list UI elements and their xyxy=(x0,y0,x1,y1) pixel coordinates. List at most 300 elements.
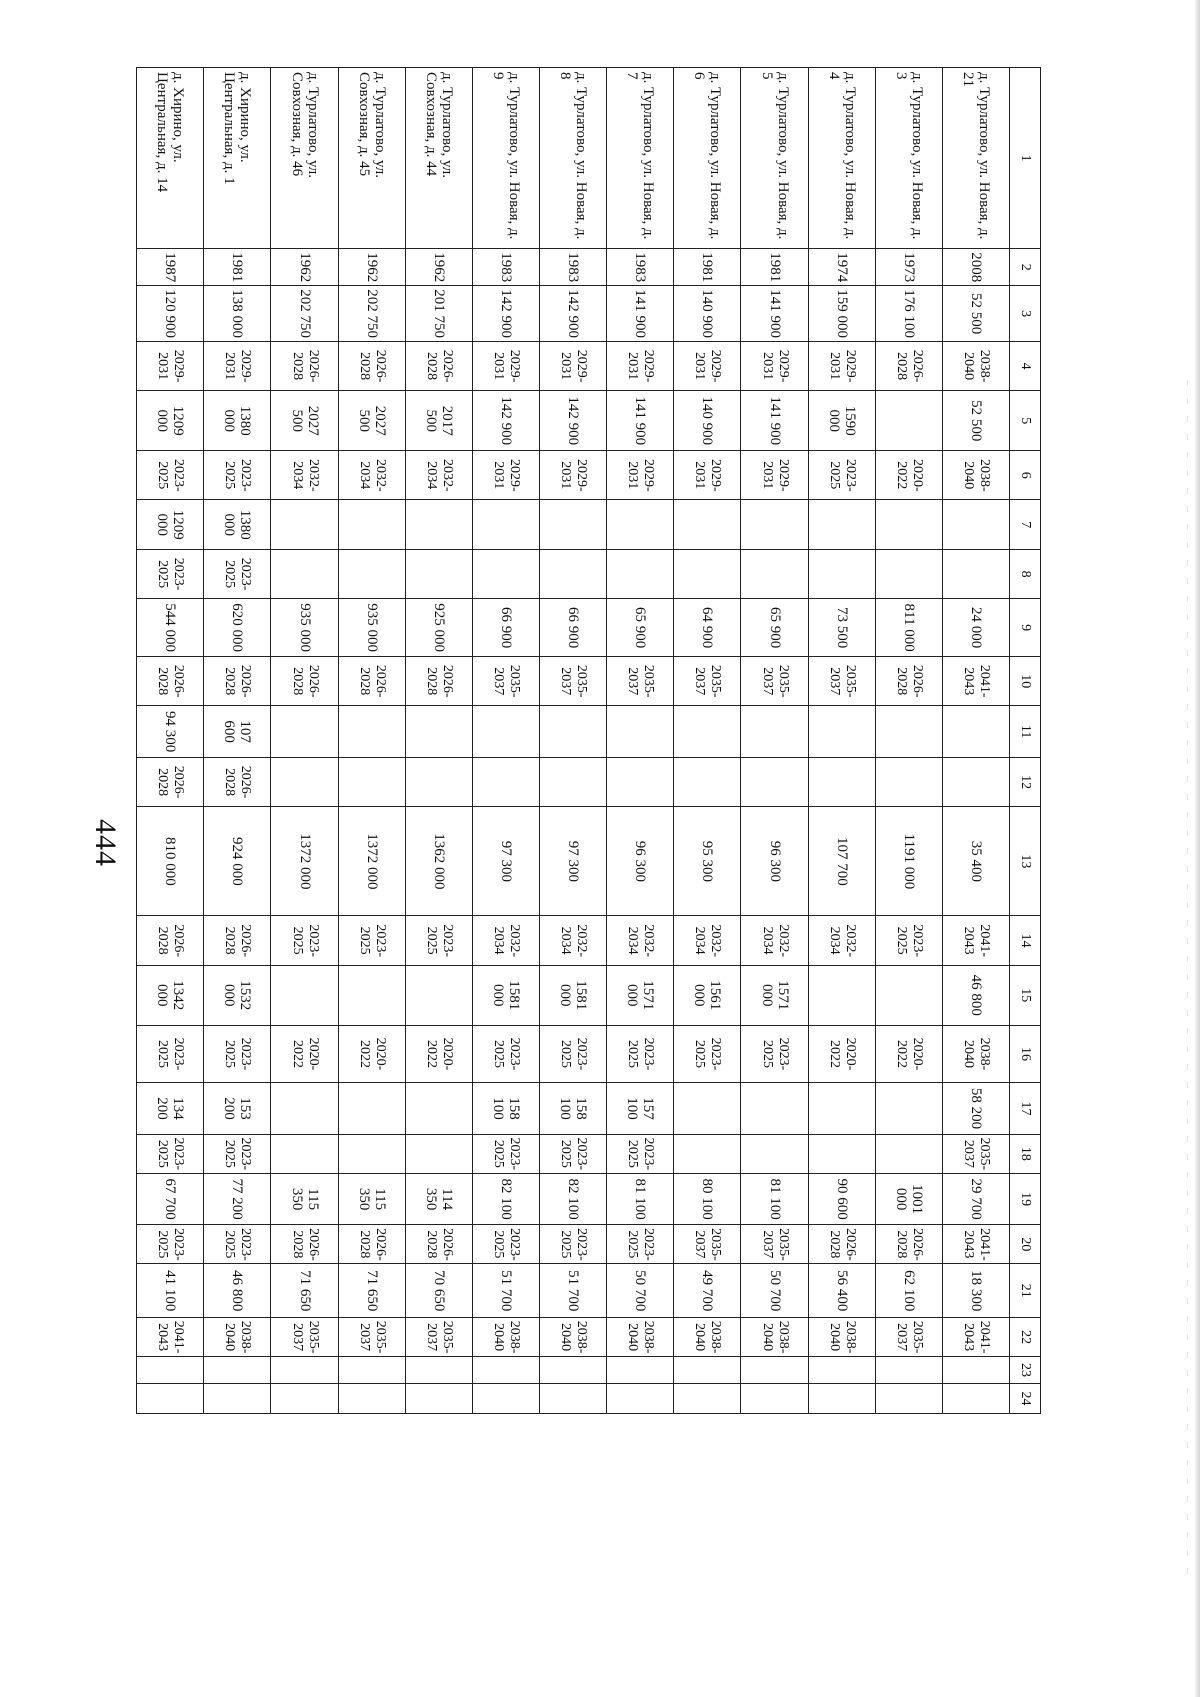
table-cell: 620 000 xyxy=(204,599,271,657)
table-cell: 2029-2031 xyxy=(674,451,741,500)
table-cell: 1983 xyxy=(472,249,539,286)
table-cell: 2017 500 xyxy=(405,391,472,451)
table-cell: 141 900 xyxy=(741,391,808,451)
address-cell: д. Турлатово, ул. Новая, д. 7 xyxy=(607,68,674,249)
table-cell xyxy=(338,757,405,806)
table-cell: 2035-2037 xyxy=(808,656,875,705)
address-cell: д. Турлатово, ул. Новая, д. 3 xyxy=(875,68,942,249)
column-number-6: 6 xyxy=(1010,451,1041,500)
table-cell: 1372 000 xyxy=(338,807,405,916)
scan-edge xyxy=(1195,0,1200,1697)
table-cell: 2023-2025 xyxy=(204,1134,271,1173)
table-row xyxy=(472,68,539,1414)
column-number-11: 11 xyxy=(1010,706,1041,757)
table-cell xyxy=(338,1134,405,1173)
table-cell: 1962 xyxy=(405,249,472,286)
table-cell: 115 350 xyxy=(338,1173,405,1224)
table-cell: 2026-2028 xyxy=(808,1225,875,1264)
table-cell: 2023-2025 xyxy=(875,916,942,965)
table-cell xyxy=(405,1134,472,1173)
table-cell: 2035-2037 xyxy=(271,1318,338,1357)
table-cell: 2026-2028 xyxy=(338,341,405,390)
table-cell xyxy=(674,1083,741,1134)
table-row xyxy=(875,68,942,1414)
table-cell xyxy=(271,757,338,806)
table-cell xyxy=(607,1357,674,1384)
table-cell: 544 000 xyxy=(137,599,204,657)
table-cell xyxy=(607,1383,674,1413)
table-cell xyxy=(271,1083,338,1134)
table-cell xyxy=(338,1357,405,1384)
table-cell: 77 200 xyxy=(204,1173,271,1224)
column-number-22: 22 xyxy=(1010,1318,1041,1357)
table-cell xyxy=(875,757,942,806)
column-number-24: 24 xyxy=(1010,1383,1041,1413)
table-cell xyxy=(472,1383,539,1413)
table-cell: 2029-2031 xyxy=(137,341,204,390)
table-cell xyxy=(607,706,674,757)
table-cell: 2041-2043 xyxy=(942,656,1009,705)
address-cell: д. Турлатово, ул. Новая, д. 5 xyxy=(741,68,808,249)
table-cell xyxy=(808,1357,875,1384)
table-cell xyxy=(338,1383,405,1413)
table-cell xyxy=(405,965,472,1025)
table-cell: 935 000 xyxy=(271,599,338,657)
table-cell xyxy=(942,1383,1009,1413)
table-cell: 2023-2025 xyxy=(137,1134,204,1173)
table-cell: 2029-2031 xyxy=(540,341,607,390)
table-cell xyxy=(808,500,875,549)
table-body xyxy=(137,68,1010,1414)
table-cell: 65 900 xyxy=(607,599,674,657)
table-cell: 2038-2040 xyxy=(472,1318,539,1357)
table-cell: 141 900 xyxy=(607,286,674,342)
table-cell: 202 750 xyxy=(338,286,405,342)
table-cell: 1581 000 xyxy=(540,965,607,1025)
table-cell: 2035-2037 xyxy=(741,656,808,705)
table-cell: 114 350 xyxy=(405,1173,472,1224)
table-cell: 2023-2025 xyxy=(204,1025,271,1083)
table-cell xyxy=(741,500,808,549)
table-cell xyxy=(472,549,539,598)
table-cell: 1981 xyxy=(204,249,271,286)
table-cell: 2041-2043 xyxy=(942,1225,1009,1264)
table-cell xyxy=(875,1083,942,1134)
table-cell: 2038-2040 xyxy=(942,1025,1009,1083)
table-cell: 2026-2028 xyxy=(204,757,271,806)
table-cell: 2032-2034 xyxy=(540,916,607,965)
table-cell: 2038-2040 xyxy=(741,1318,808,1357)
column-number-12: 12 xyxy=(1010,757,1041,806)
table-cell: 157 100 xyxy=(607,1083,674,1134)
table-row xyxy=(942,68,1009,1414)
table-cell: 73 500 xyxy=(808,599,875,657)
table-cell: 2026-2028 xyxy=(204,916,271,965)
table-cell: 2023-2025 xyxy=(607,1134,674,1173)
table-cell xyxy=(472,500,539,549)
table-cell xyxy=(875,1383,942,1413)
address-cell: д. Турлатово, ул. Новая, д. 8 xyxy=(540,68,607,249)
table-cell xyxy=(875,549,942,598)
table-cell: 935 000 xyxy=(338,599,405,657)
table-cell: 1209 000 xyxy=(137,391,204,451)
table-cell xyxy=(540,549,607,598)
table-cell xyxy=(271,965,338,1025)
table-cell xyxy=(942,706,1009,757)
table-cell: 2041-2043 xyxy=(942,1318,1009,1357)
table-cell: 1561 000 xyxy=(674,965,741,1025)
table-cell xyxy=(942,549,1009,598)
table-cell: 2035-2037 xyxy=(472,656,539,705)
table-cell xyxy=(204,1357,271,1384)
table-cell: 1372 000 xyxy=(271,807,338,916)
table-row xyxy=(607,68,674,1414)
table-cell: 202 750 xyxy=(271,286,338,342)
table-cell: 2023-2025 xyxy=(607,1025,674,1083)
table-cell xyxy=(741,757,808,806)
column-number-7: 7 xyxy=(1010,500,1041,549)
table-cell: 2023-2025 xyxy=(137,1225,204,1264)
table-cell: 51 700 xyxy=(472,1264,539,1318)
table-cell xyxy=(875,1134,942,1173)
table-cell xyxy=(942,500,1009,549)
column-number-3: 3 xyxy=(1010,286,1041,342)
table-cell: 2029-2031 xyxy=(741,451,808,500)
table-cell xyxy=(808,1134,875,1173)
table-cell: 2008 xyxy=(942,249,1009,286)
table-cell: 67 700 xyxy=(137,1173,204,1224)
table-cell xyxy=(472,757,539,806)
table-cell xyxy=(875,706,942,757)
table-cell xyxy=(271,706,338,757)
table-cell: 2020-2022 xyxy=(271,1025,338,1083)
table-cell: 2035-2037 xyxy=(942,1134,1009,1173)
table-cell xyxy=(405,549,472,598)
table-cell: 2029-2031 xyxy=(204,341,271,390)
table-row xyxy=(741,68,808,1414)
column-number-23: 23 xyxy=(1010,1357,1041,1384)
column-number-row xyxy=(1010,68,1041,1414)
table-cell: 2027 500 xyxy=(271,391,338,451)
table-cell xyxy=(674,1357,741,1384)
table-cell xyxy=(741,549,808,598)
table-cell: 134 200 xyxy=(137,1083,204,1134)
table-cell: 56 400 xyxy=(808,1264,875,1318)
table-cell xyxy=(875,391,942,451)
table-cell: 1342 000 xyxy=(137,965,204,1025)
table-cell xyxy=(338,500,405,549)
address-cell: д. Турлатово, ул. Совхозная, д. 46 xyxy=(271,68,338,249)
table-cell: 1983 xyxy=(540,249,607,286)
table-cell: 52 500 xyxy=(942,286,1009,342)
table-cell: 66 900 xyxy=(472,599,539,657)
table-cell xyxy=(405,1383,472,1413)
table-cell: 1380 000 xyxy=(204,391,271,451)
table-cell: 2023-2025 xyxy=(137,549,204,598)
address-cell: д. Турлатово, ул. Новая, д. 9 xyxy=(472,68,539,249)
table-cell xyxy=(741,1383,808,1413)
table-cell: 201 750 xyxy=(405,286,472,342)
table-cell: 2035-2037 xyxy=(875,1318,942,1357)
table-cell: 2026-2028 xyxy=(204,656,271,705)
table-cell: 95 300 xyxy=(674,807,741,916)
table-cell xyxy=(204,1383,271,1413)
column-number-1: 1 xyxy=(1010,68,1041,249)
table-cell: 2032-2034 xyxy=(271,451,338,500)
table-cell: 810 000 xyxy=(137,807,204,916)
table-cell xyxy=(338,1083,405,1134)
address-cell: д. Турлатово, ул. Новая, д. 6 xyxy=(674,68,741,249)
table-cell: 81 100 xyxy=(741,1173,808,1224)
table-cell: 142 900 xyxy=(472,391,539,451)
table-cell: 2020-2022 xyxy=(875,1025,942,1083)
column-number-5: 5 xyxy=(1010,391,1041,451)
table-row xyxy=(137,68,204,1414)
table-cell: 2029-2031 xyxy=(607,341,674,390)
table-cell: 2020-2022 xyxy=(338,1025,405,1083)
table-cell: 50 700 xyxy=(607,1264,674,1318)
table-cell: 2026-2028 xyxy=(137,757,204,806)
table-cell: 50 700 xyxy=(741,1264,808,1318)
table-cell: 58 200 xyxy=(942,1083,1009,1134)
table-cell: 2038-2040 xyxy=(204,1318,271,1357)
table-cell xyxy=(741,1134,808,1173)
table-cell: 51 700 xyxy=(540,1264,607,1318)
table-cell: 1983 xyxy=(607,249,674,286)
table-cell xyxy=(137,1357,204,1384)
table-cell: 2026-2028 xyxy=(875,341,942,390)
address-cell: д. Турлатово, ул. Новая, д. 21 xyxy=(942,68,1009,249)
table-cell: 49 700 xyxy=(674,1264,741,1318)
table-cell: 80 100 xyxy=(674,1173,741,1224)
table-cell xyxy=(338,706,405,757)
table-cell: 2023-2025 xyxy=(741,1025,808,1083)
table-cell: 107 700 xyxy=(808,807,875,916)
table-cell: 2020-2022 xyxy=(405,1025,472,1083)
table-cell: 97 300 xyxy=(540,807,607,916)
table-cell: 2029-2031 xyxy=(472,451,539,500)
table-cell: 1974 xyxy=(808,249,875,286)
column-number-18: 18 xyxy=(1010,1134,1041,1173)
table-cell: 140 900 xyxy=(674,391,741,451)
table-cell: 2029-2031 xyxy=(808,341,875,390)
table-cell: 2023-2025 xyxy=(137,1025,204,1083)
table-cell: 1962 xyxy=(271,249,338,286)
table-cell: 2035-2037 xyxy=(607,656,674,705)
table-cell: 1962 xyxy=(338,249,405,286)
table-cell xyxy=(271,500,338,549)
table-cell: 176 100 xyxy=(875,286,942,342)
table-cell: 2023-2025 xyxy=(472,1025,539,1083)
table-cell: 82 100 xyxy=(472,1173,539,1224)
table-cell: 138 000 xyxy=(204,286,271,342)
table-cell: 1987 xyxy=(137,249,204,286)
table-cell: 2023-2025 xyxy=(540,1225,607,1264)
table-cell xyxy=(875,965,942,1025)
column-number-9: 9 xyxy=(1010,599,1041,657)
table-cell: 2026-2028 xyxy=(137,656,204,705)
table-cell: 2023-2025 xyxy=(540,1134,607,1173)
table-cell xyxy=(808,706,875,757)
table-cell: 97 300 xyxy=(472,807,539,916)
table-cell xyxy=(271,1383,338,1413)
table-cell: 2023-2025 xyxy=(472,1225,539,1264)
table-cell: 140 900 xyxy=(674,286,741,342)
table-cell: 1571 000 xyxy=(741,965,808,1025)
table-cell: 1571 000 xyxy=(607,965,674,1025)
table-cell: 2020-2022 xyxy=(875,451,942,500)
table-cell: 2038-2040 xyxy=(540,1318,607,1357)
table-cell: 1191 000 xyxy=(875,807,942,916)
table-cell: 142 900 xyxy=(472,286,539,342)
column-number-10: 10 xyxy=(1010,656,1041,705)
address-cell: д. Турлатово, ул. Новая, д. 4 xyxy=(808,68,875,249)
table-cell xyxy=(271,549,338,598)
table-cell: 2029-2031 xyxy=(607,451,674,500)
table-cell: 2035-2037 xyxy=(674,656,741,705)
table-cell: 71 650 xyxy=(271,1264,338,1318)
table-cell xyxy=(674,1383,741,1413)
table-container xyxy=(136,67,1041,1414)
table-cell: 2032-2034 xyxy=(808,916,875,965)
table-cell: 2035-2037 xyxy=(540,656,607,705)
table-cell: 2026-2028 xyxy=(405,656,472,705)
table-cell xyxy=(405,500,472,549)
table-cell: 29 700 xyxy=(942,1173,1009,1224)
column-number-16: 16 xyxy=(1010,1025,1041,1083)
table-cell xyxy=(271,1357,338,1384)
rotated-table-frame xyxy=(136,67,1041,1414)
table-cell xyxy=(674,1134,741,1173)
table-cell xyxy=(875,500,942,549)
table-cell: 120 900 xyxy=(137,286,204,342)
table-cell: 24 000 xyxy=(942,599,1009,657)
table-cell xyxy=(674,757,741,806)
table-cell: 2038-2040 xyxy=(607,1318,674,1357)
table-cell xyxy=(808,549,875,598)
table-cell: 70 650 xyxy=(405,1264,472,1318)
table-cell: 82 100 xyxy=(540,1173,607,1224)
table-cell: 96 300 xyxy=(741,807,808,916)
table-cell: 2029-2031 xyxy=(674,341,741,390)
table-cell: 66 900 xyxy=(540,599,607,657)
table-row xyxy=(271,68,338,1414)
table-cell xyxy=(607,757,674,806)
table-cell: 1973 xyxy=(875,249,942,286)
table-cell: 2023-2025 xyxy=(607,1225,674,1264)
table-cell: 2023-2025 xyxy=(808,451,875,500)
table-cell xyxy=(540,1383,607,1413)
table-cell: 90 600 xyxy=(808,1173,875,1224)
table-row xyxy=(808,68,875,1414)
table-cell xyxy=(942,757,1009,806)
table-cell: 2026-2028 xyxy=(271,341,338,390)
column-number-17: 17 xyxy=(1010,1083,1041,1134)
table-cell: 924 000 xyxy=(204,807,271,916)
table-cell: 2023-2025 xyxy=(540,1025,607,1083)
table-cell: 41 100 xyxy=(137,1264,204,1318)
table-cell xyxy=(808,1083,875,1134)
table-cell xyxy=(674,549,741,598)
table-cell: 2032-2034 xyxy=(472,916,539,965)
table-cell: 1001 000 xyxy=(875,1173,942,1224)
table-cell xyxy=(405,706,472,757)
table-cell xyxy=(942,1357,1009,1384)
table-cell: 46 800 xyxy=(204,1264,271,1318)
table-row xyxy=(674,68,741,1414)
table-cell: 2026-2028 xyxy=(875,1225,942,1264)
table-cell: 1209 000 xyxy=(137,500,204,549)
table-cell: 2023-2025 xyxy=(204,451,271,500)
table-cell: 107 600 xyxy=(204,706,271,757)
table-cell xyxy=(875,1357,942,1384)
column-number-8: 8 xyxy=(1010,549,1041,598)
table-cell xyxy=(741,1357,808,1384)
table-cell: 35 400 xyxy=(942,807,1009,916)
address-cell: д. Хирино, ул. Центральная, д. 14 xyxy=(137,68,204,249)
table-cell: 2023-2025 xyxy=(472,1134,539,1173)
table-cell: 2029-2031 xyxy=(741,341,808,390)
table-cell: 2026-2028 xyxy=(271,656,338,705)
table-cell: 2027 500 xyxy=(338,391,405,451)
table-cell: 2023-2025 xyxy=(338,916,405,965)
table-cell: 2026-2028 xyxy=(338,656,405,705)
column-number-2: 2 xyxy=(1010,249,1041,286)
table-cell: 52 500 xyxy=(942,391,1009,451)
table-cell xyxy=(472,706,539,757)
table-cell: 925 000 xyxy=(405,599,472,657)
column-number-4: 4 xyxy=(1010,341,1041,390)
table-cell: 2032-2034 xyxy=(741,916,808,965)
table-cell: 142 900 xyxy=(540,391,607,451)
table-cell: 2035-2037 xyxy=(338,1318,405,1357)
table-cell xyxy=(540,500,607,549)
table-cell xyxy=(338,965,405,1025)
table-cell: 1362 000 xyxy=(405,807,472,916)
column-number-20: 20 xyxy=(1010,1225,1041,1264)
table-cell: 96 300 xyxy=(607,807,674,916)
table-cell: 2023-2025 xyxy=(204,1225,271,1264)
table-row xyxy=(540,68,607,1414)
table-cell xyxy=(741,706,808,757)
table-row xyxy=(405,68,472,1414)
table-cell: 2029-2031 xyxy=(540,451,607,500)
table-cell: 2026-2028 xyxy=(137,916,204,965)
page-number: 444 xyxy=(89,819,122,867)
table-cell: 2029-2031 xyxy=(472,341,539,390)
data-table xyxy=(136,67,1041,1414)
table-cell xyxy=(674,500,741,549)
table-cell: 158 100 xyxy=(540,1083,607,1134)
table-cell: 65 900 xyxy=(741,599,808,657)
table-cell xyxy=(540,757,607,806)
table-cell: 2026-2028 xyxy=(405,341,472,390)
table-row xyxy=(338,68,405,1414)
table-cell: 2023-2025 xyxy=(271,916,338,965)
table-cell: 81 100 xyxy=(607,1173,674,1224)
table-cell: 158 100 xyxy=(472,1083,539,1134)
column-number-15: 15 xyxy=(1010,965,1041,1025)
table-cell: 159 000 xyxy=(808,286,875,342)
table-cell xyxy=(741,1083,808,1134)
table-cell: 141 900 xyxy=(607,391,674,451)
table-cell: 2026-2028 xyxy=(338,1225,405,1264)
table-cell: 2026-2028 xyxy=(271,1225,338,1264)
table-cell xyxy=(271,1134,338,1173)
table-cell xyxy=(808,1383,875,1413)
table-cell xyxy=(808,757,875,806)
table-cell xyxy=(472,1357,539,1384)
